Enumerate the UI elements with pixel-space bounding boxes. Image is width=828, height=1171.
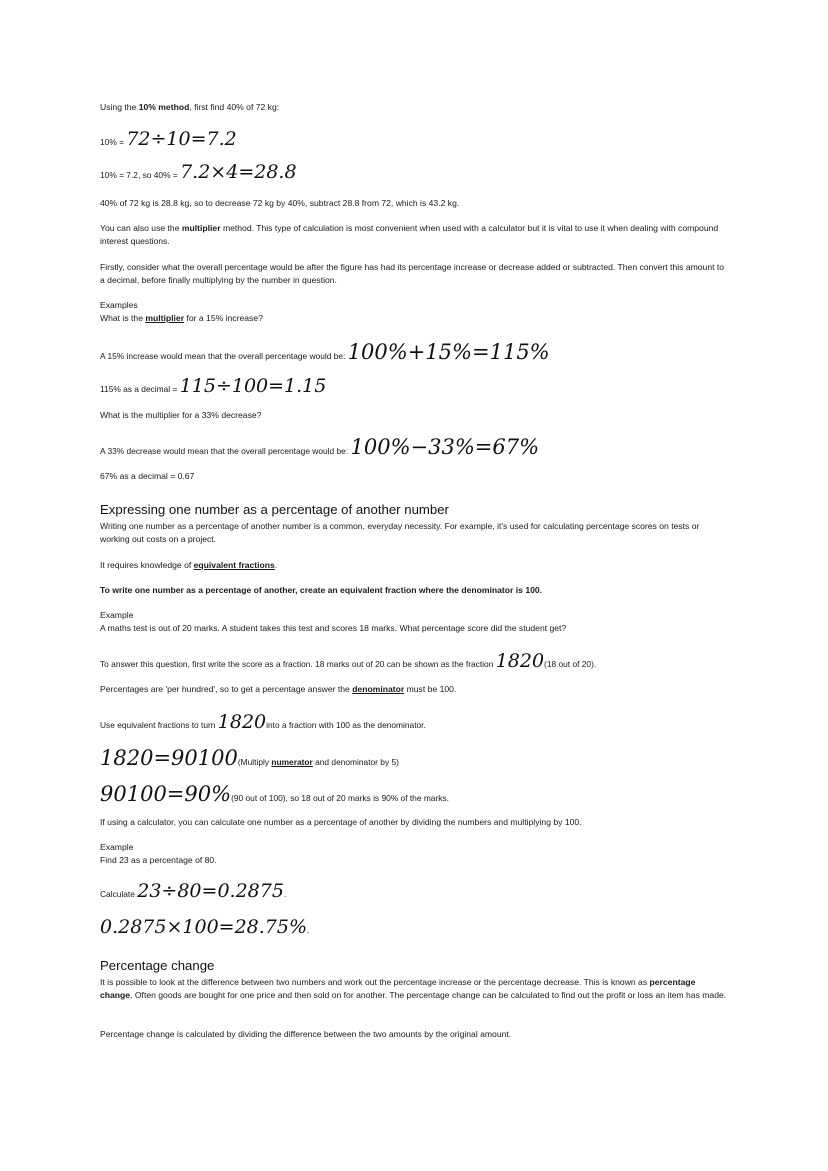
step2-line: [100, 161, 740, 186]
denominator-link[interactable]: denominator: [352, 684, 405, 694]
section2-para-pre: It is possible to look at the difference between two numbers and work out the percentage increase or the percentage decrease. This is known as: [100, 977, 650, 987]
section1-paragraph: Writing one number as a percentage of another number is a common, everyday necessity. For example, it's used for calculating percentage scores on tests or working out costs on a project.: [100, 521, 700, 544]
calc-math: 23÷80=0.2875: [137, 880, 284, 902]
section2-para-post: . Often goods are bought for one price and then sold on for another. The percentage change can be calculated to find out the profit or loss an item has made.: [130, 990, 727, 1000]
answer-2b: 67% as a decimal = 0.67: [100, 471, 195, 481]
calculate-line: [100, 879, 740, 906]
numerator-link[interactable]: numerator: [271, 757, 313, 767]
section2-paragraph-2: Percentage change is calculated by dividing the difference between the two amounts by the original amount.: [100, 1029, 512, 1039]
calc-dot: .: [283, 889, 287, 899]
percent-post: must be 100.: [404, 684, 457, 694]
firstly-paragraph: Firstly, consider what the overall percentage would be after the figure has had its percentage increase or decrease added or subtracted. Then convert this amount to a decimal, before finally multiplying by the number in question.: [100, 262, 725, 285]
section1-heading: Expressing one number as a percentage of another number: [100, 502, 449, 517]
a2-math: 100%−33%=67%: [350, 435, 540, 459]
line1-post: and denominator by 5): [312, 757, 399, 767]
a1-label: A 15% increase would mean that the overall percentage would be:: [100, 351, 348, 361]
step2-math: 7.2×4=28.8: [180, 161, 297, 183]
multiplier-para-pre: You can also use the: [100, 223, 182, 233]
percent-pre: Percentages are 'per hundred', so to get a percentage answer the: [100, 684, 353, 694]
intro-text: Using the: [100, 102, 139, 112]
result-dot: .: [307, 925, 310, 935]
a1-math: 100%+15%=115%: [347, 340, 550, 364]
intro-line: [100, 101, 740, 114]
section2-heading: Percentage change: [100, 958, 215, 973]
result-line: [100, 914, 740, 943]
multiplier-link[interactable]: multiplier: [145, 313, 185, 323]
step1-label: 10% =: [100, 137, 127, 147]
multiplier-para-post: method. This type of calculation is most convenient when used with a calculator but it is vital to use it when dealing with compound interest questions.: [100, 223, 719, 246]
answer-math: 1820: [495, 650, 545, 672]
step2-label: 10% = 7.2, so 40% =: [100, 170, 181, 180]
calc-paragraph: If using a calculator, you can calculate one number as a percentage of another by dividing the numbers and multiplying by 100.: [100, 817, 582, 827]
section2-para-bold: percentage change: [100, 977, 696, 1000]
question-1: [100, 312, 740, 325]
equation-line-2: [100, 781, 740, 811]
a1b-math: 115÷100=1.15: [179, 375, 327, 397]
equiv-pre: Use equivalent fractions to turn: [100, 720, 218, 730]
a1b-label: 115% as a decimal =: [100, 384, 180, 394]
answer-post: (18 out of 20).: [544, 659, 597, 669]
answer-pre: To answer this question, first write the score as a fraction. 18 marks out of 20 can be shown as the fraction: [100, 659, 496, 669]
example-label: Example: [100, 610, 134, 620]
rule-line: To write one number as a percentage of another, create an equivalent fraction where the denominator is 100.: [100, 585, 543, 595]
percentages-line: [100, 683, 740, 696]
answer-fraction-line: [100, 650, 740, 675]
calc-label: Calculate: [100, 889, 138, 899]
line2-post: (90 out of 100), so 18 out of 20 marks is 90% of the marks.: [231, 793, 449, 803]
line1-pre: (Multiply: [237, 757, 272, 767]
requires-pre: It requires knowledge of: [100, 560, 194, 570]
equiv-line: [100, 711, 740, 736]
answer-1: [100, 340, 740, 368]
equiv-math: 1820: [217, 711, 267, 733]
answer-2: [100, 435, 740, 463]
a2-label: A 33% decrease would mean that the overall percentage would be:: [100, 446, 351, 456]
result-math: 0.2875×100=28.75%: [100, 916, 308, 938]
question-2: What is the multiplier for a 33% decrease?: [100, 410, 262, 420]
q1-pre: What is the: [100, 313, 146, 323]
section2-paragraph: [100, 976, 730, 1002]
q1-post: for a 15% increase?: [184, 313, 263, 323]
multiplier-para-bold: multiplier: [181, 223, 221, 233]
step1-line: [100, 128, 740, 153]
requires-line: [100, 559, 740, 572]
answer-1b: [100, 375, 740, 400]
example2-label: Example: [100, 842, 134, 852]
equivalent-fractions-link[interactable]: equivalent fractions: [193, 560, 275, 570]
line1-math: 1820=90100: [100, 746, 238, 770]
intro-text-end: , first find 40% of 72 kg:: [189, 102, 280, 112]
requires-post: .: [274, 560, 278, 570]
line2-math: 90100=90%: [100, 782, 232, 806]
multiplier-paragraph: [100, 222, 730, 248]
intro-bold: 10% method: [138, 102, 190, 112]
example2-text: Find 23 as a percentage of 80.: [100, 855, 217, 865]
equation-line-1: [100, 745, 740, 775]
examples-label: Examples: [100, 300, 138, 310]
example-text: A maths test is out of 20 marks. A student takes this test and scores 18 marks. What percentage score did the student get?: [100, 623, 567, 633]
step1-math: 72÷10=7.2: [126, 128, 237, 150]
step3-line: 40% of 72 kg is 28.8 kg, so to decrease 72 kg by 40%, subtract 28.8 from 72, which is 43.2 kg.: [100, 198, 460, 208]
equiv-post: into a fraction with 100 as the denominator.: [266, 720, 426, 730]
